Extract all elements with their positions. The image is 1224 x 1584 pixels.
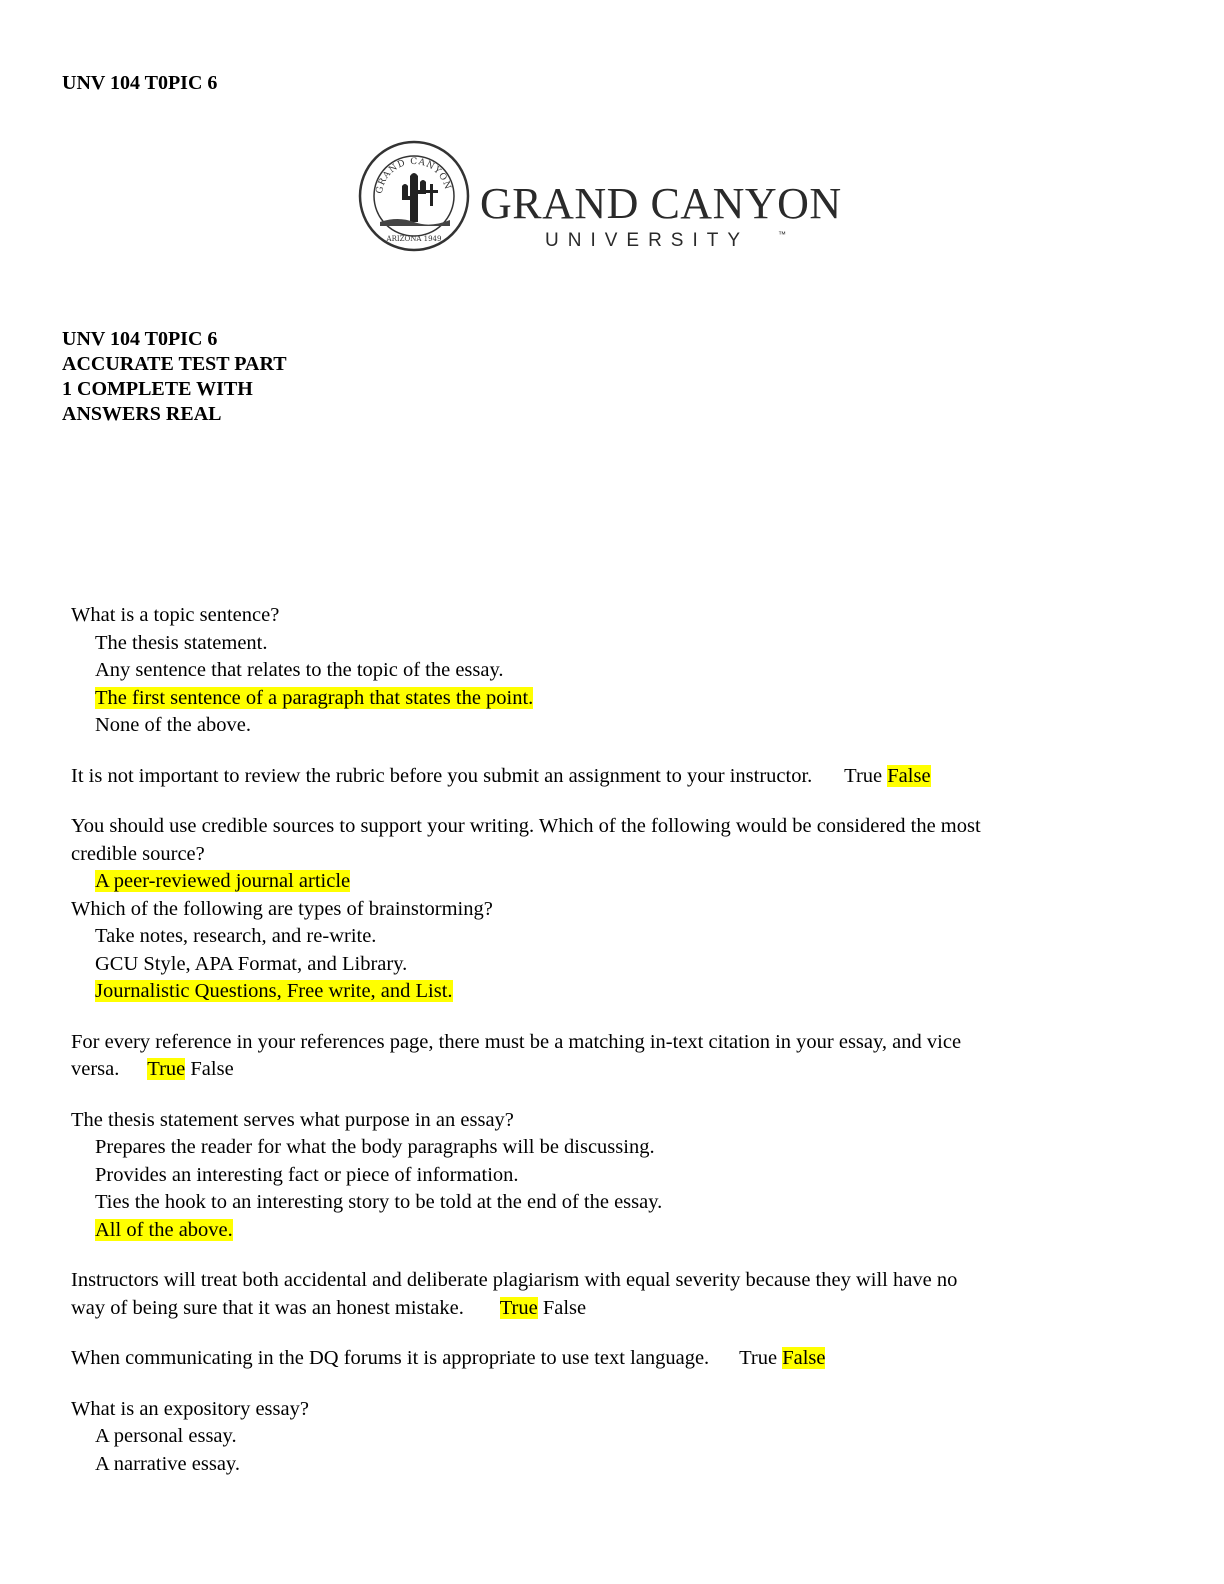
question-text: For every reference in your references page, there must be a matching in-text citation in your essay, and vice <box>71 1030 962 1053</box>
answer-option <box>71 1451 1171 1479</box>
question-text-continued: versa. <box>71 1058 120 1080</box>
question-true-false <box>71 1295 1171 1323</box>
question-text: What is an expository essay? <box>71 1397 309 1420</box>
question-text: What is a topic sentence? <box>71 604 280 626</box>
answer-option <box>71 1423 1171 1451</box>
answer-option <box>71 1134 1171 1162</box>
answer-option-text: A narrative essay. <box>95 1452 240 1475</box>
highlighted-answer: False <box>887 764 931 787</box>
highlighted-answer: All of the above. <box>95 1218 233 1241</box>
question-text-continued: way of being sure that it was an honest mistake. <box>71 1296 464 1319</box>
answer-option-text: Provides an interesting fact or piece of information. <box>95 1163 519 1186</box>
question-text: It is not important to review the rubric before you submit an assignment to your instructor. <box>71 764 813 787</box>
answer-option-text: Ties the hook to an interesting story to be told at the end of the essay. <box>95 1191 663 1213</box>
question-text: When communicating in the DQ forums it is appropriate to use text language. <box>71 1347 710 1369</box>
answer-option-text: Prepares the reader for what the body paragraphs will be discussing. <box>95 1136 655 1158</box>
document-title-line: ACCURATE TEST PART <box>62 353 287 375</box>
answer-option-correct <box>71 1217 1171 1245</box>
answer-option <box>71 657 1171 685</box>
question-text-continued: credible source? <box>71 842 205 865</box>
question-text: Instructors will treat both accidental and deliberate plagiarism with equal severity because they will have no <box>71 1269 958 1291</box>
answer-option-text: Take notes, research, and re-write. <box>95 925 377 947</box>
highlighted-answer: False <box>782 1347 826 1369</box>
highlighted-answer: Journalistic Questions, Free write, and List. <box>95 980 453 1002</box>
question-text: You should use credible sources to support your writing. Which of the following would be considered the most <box>71 815 981 837</box>
question-true-false <box>71 763 1171 791</box>
logo-name-line2: UNIVERSITY <box>545 230 750 251</box>
header-title: UNV 104 T0PIC 6 <box>62 72 218 94</box>
answer-option <box>71 923 1171 951</box>
highlighted-answer: The first sentence of a paragraph that states the point. <box>95 686 534 709</box>
logo-name-line1: GRAND CANYON <box>480 179 842 228</box>
answer-option-text: The thesis statement. <box>95 631 268 654</box>
answer-option-correct <box>71 868 1171 896</box>
answer-option-text: Any sentence that relates to the topic of the essay. <box>95 659 504 681</box>
question-true-false <box>71 1345 1171 1373</box>
answer-option <box>71 1189 1171 1217</box>
answer-option <box>71 630 1171 658</box>
document-title <box>62 327 287 427</box>
question-text: Which of the following are types of brainstorming? <box>71 897 493 920</box>
highlighted-answer: A peer-reviewed journal article <box>95 870 351 892</box>
university-logo <box>358 140 848 252</box>
answer-option <box>71 712 1171 740</box>
seal-bottom-text: ARIZONA 1949 <box>386 235 442 243</box>
answer-option-text: None of the above. <box>95 714 251 736</box>
true-label: True <box>844 764 883 787</box>
answer-option <box>71 1162 1171 1190</box>
answer-option-correct <box>71 978 1171 1006</box>
university-seal-icon <box>358 140 848 252</box>
answer-option-text: A personal essay. <box>95 1425 237 1447</box>
document-title-line: UNV 104 T0PIC 6 <box>62 328 218 350</box>
answer-option-correct <box>71 685 1171 713</box>
highlighted-answer: True <box>499 1296 538 1319</box>
svg-text:GRAND CANYON UNIVERSITY: GRAND CANYON <box>374 156 453 195</box>
logo-tm: ™ <box>778 230 786 239</box>
question-true-false <box>71 1056 1171 1084</box>
highlighted-answer: True <box>147 1058 186 1080</box>
quiz-content <box>71 602 1171 1478</box>
false-label: False <box>190 1058 234 1080</box>
true-label: True <box>739 1347 778 1369</box>
document-title-line: 1 COMPLETE WITH <box>62 378 253 400</box>
false-label: False <box>542 1296 587 1319</box>
question-text: The thesis statement serves what purpose in an essay? <box>71 1108 514 1131</box>
answer-option <box>71 951 1171 979</box>
document-title-line: ANSWERS REAL <box>62 403 222 425</box>
answer-option-text: GCU Style, APA Format, and Library. <box>95 952 408 975</box>
